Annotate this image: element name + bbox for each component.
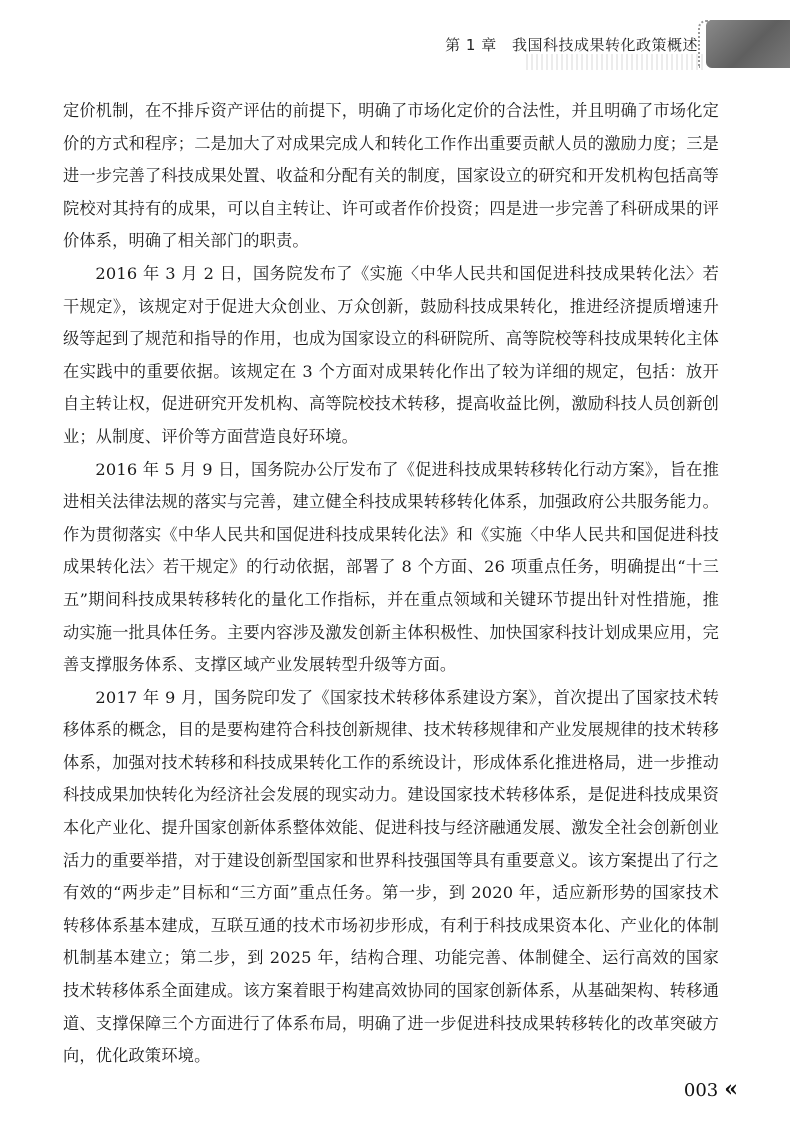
page-body	[63, 95, 719, 1073]
paragraph-continuation: 定价机制，在不排斥资产评估的前提下，明确了市场化定价的合法性，并且明确了市场化定价的方式和程序；二是加大了对成果完成人和转化工作作出重要贡献人员的激励力度；三是进一步完善了科技成果处置、收益和分配有关的制度，国家设立的研究和开发机构包括高等院校对其持有的成果，可以自主转让、许可或者作价投资；四是进一步完善了科研成果的评价体系，明确了相关部门的职责。	[63, 101, 719, 251]
double-chevron-left-icon: «	[724, 1076, 738, 1102]
page-footer	[684, 1076, 738, 1102]
paragraph-2016-march: 2016 年 3 月 2 日，国务院发布了《实施〈中华人民共和国促进科技成果转化法〉若干规定》，该规定对于促进大众创业、万众创新，鼓励科技成果转化，推进经济提质增速升级等起到了规范和指导的作用，也成为国家设立的科研院所、高等院校等科技成果转化主体在实践中的重要依据。该规定在 3 个方面对成果转化作出了较为详细的规定，包括：放开自主转让权，促进研究开发机构、高等院校技术转移，提高收益比例，激励科技人员创新创业；从制度、评价等方面营造良好环境。	[63, 263, 719, 446]
chapter-number: 第 1 章	[445, 36, 497, 54]
page-header	[0, 0, 790, 72]
paragraph-2016-may: 2016 年 5 月 9 日，国务院办公厅发布了《促进科技成果转移转化行动方案》，旨在推进相关法律法规的落实与完善，建立健全科技成果转移转化体系，加强政府公共服务能力。作为贯彻落实《中华人民共和国促进科技成果转化法》和《实施〈中华人民共和国促进科技成果转化法〉若干规定》的行动依据，部署了 8 个方面、26 项重点任务，明确提出“十三五”期间科技成果转移转化的量化工作指标，并在重点领域和关键环节提出针对性措施，推动实施一批具体任务。主要内容涉及激发创新主体积极性、加快国家科技计划成果应用，完善支撑服务体系、支撑区域产业发展转型升级等方面。	[63, 459, 719, 675]
running-header	[445, 34, 698, 55]
page-number: 003	[683, 1080, 719, 1101]
header-tab-block	[706, 20, 790, 68]
header-decoration-pattern	[526, 54, 706, 70]
paragraph-2017-september: 2017 年 9 月，国务院印发了《国家技术转移体系建设方案》，首次提出了国家技术转移体系的概念，目的是要构建符合科技创新规律、技术转移规律和产业发展规律的技术转移体系，加强对技术转移和科技成果转化工作的系统设计，形成体系化推进格局，进一步推动科技成果加快转化为经济社会发展的现实动力。建设国家技术转移体系，是促进科技成果资本化产业化、提升国家创新体系整体效能、促进科技与经济融通发展、激发全社会创新创业活力的重要举措，对于建设创新型国家和世界科技强国等具有重要意义。该方案提出了行之有效的“两步走”目标和“三方面”重点任务。第一步，到 2020 年，适应新形势的国家技术转移体系基本建成，互联互通的技术市场初步形成，有利于科技成果资本化、产业化的体制机制基本建立；第二步，到 2025 年，结构合理、功能完善、体制健全、运行高效的国家技术转移体系全面建成。该方案着眼于构建高效协同的国家创新体系，从基础架构、转移通道、支撑保障三个方面进行了体系布局，明确了进一步促进科技成果转移转化的改革突破方向，优化政策环境。	[63, 687, 719, 1066]
chapter-title: 我国科技成果转化政策概述	[511, 36, 698, 54]
